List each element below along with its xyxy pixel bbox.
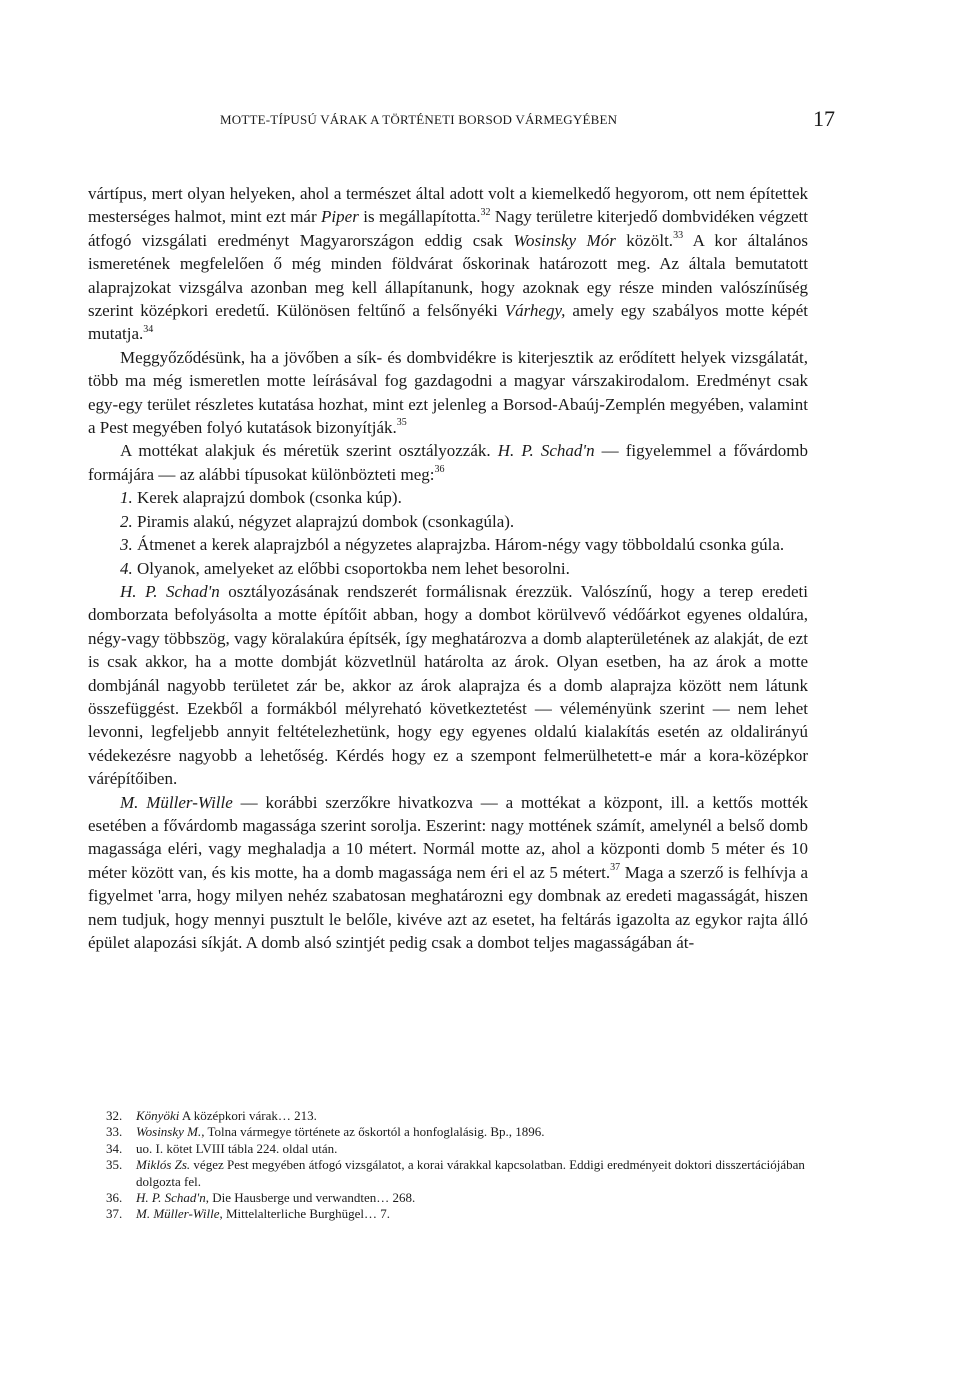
- text-run: — figyelemmel a fővárdomb formájára — az alábbi típusokat különbözteti meg:: [88, 441, 808, 484]
- footnote-number: 35.: [106, 1157, 123, 1173]
- footnote-text: végez Pest megyében átfogó vizsgálatot, a korai várakkal kapcsolatban. Eddigi eredményeit doktori disszertációjában dolgozta fel.: [136, 1157, 805, 1189]
- list-number: 4.: [120, 558, 133, 578]
- text-run: A kor általános ismeretének megfelelően ő még minden földvárat őskorinak határozott meg. Az általa bemutatott alaprajzokat vizsgálva azonban meg kell állapítanunk, hogy azoknak egy része minden valószínűség szerint középkori eredetű. Különösen feltűnő a felsőnyéki: [88, 230, 808, 321]
- footnote-text: A középkori várak… 213.: [179, 1108, 317, 1123]
- footnotes: [88, 1108, 808, 1223]
- list-number: 1.: [120, 488, 133, 508]
- footnote: [88, 1157, 808, 1190]
- paragraph-4: [88, 580, 808, 791]
- text-run: vártípus, mert olyan helyeken, ahol a természet által adott volt a kiemelkedő hegyorom, ott nem építettek mesterséges halmot, mint ezt már: [88, 184, 808, 227]
- text-run: közölt.: [615, 230, 674, 250]
- list-item: [88, 486, 808, 509]
- list-item: [88, 533, 808, 556]
- paragraph-1: [88, 182, 808, 346]
- author-name: H. P. Schad'n: [120, 581, 220, 601]
- text-run: Nagy területre kiterjedő dombvidéken végzett átfogó vizsgálati eredményt Magyarországon eddig csak: [88, 207, 809, 250]
- footnote-author: Wosinsky M.: [136, 1124, 202, 1140]
- list-text: Piramis alakú, négyzet alaprajzú dombok (csonkagúla).: [132, 511, 515, 531]
- text-run: A mottékat alakjuk és méretük szerint osztályozzák.: [120, 441, 498, 461]
- footnote-number: 37.: [106, 1206, 123, 1222]
- author-name: H. P. Schad'n: [497, 441, 595, 461]
- paragraph-2: [88, 346, 808, 440]
- footnote-ref: 36: [434, 464, 445, 476]
- text-run: Maga a szerző is felhívja a figyelmet 'arra, hogy milyen nehéz szabatosan meghatározni egy dombnak az eredeti magasságát, hiszen nem tudjuk, hogy mennyi pusztult le belőle, kivéve azt az esetet, ha feltárás igazolta az egykor rajta álló épület alapozási síkját. A domb alsó szintjét pedig csak a dombot teljes magasságában át-: [88, 862, 808, 952]
- footnote-number: 33.: [106, 1124, 123, 1140]
- list-item: [88, 510, 808, 533]
- list-item: [88, 557, 808, 580]
- footnote-text: uo. I. kötet LVIII tábla 224. oldal után.: [136, 1140, 338, 1156]
- paragraph-5: [88, 791, 808, 955]
- list-text: Kerek alaprajzú dombok (csonka kúp).: [132, 488, 402, 508]
- footnote-author: Könyöki: [136, 1108, 180, 1123]
- footnote: [88, 1190, 808, 1206]
- page-number: 17: [813, 106, 835, 131]
- text-run: Meggyőződésünk, ha a jövőben a sík- és dombvidékre is kiterjesztik az erődített helyek vizsgálatát, több ma még ismeretlen motte leírásával fog gazdagodni a magyar várszakirodalom. Eredményt csak egy-egy terület részletes kutatása hozhat, mint ezt jelenleg a Borsod-Abaúj-Zemplén megyében, valamint a Pest megyében folyó kutatások bizonyítják.: [88, 347, 808, 438]
- footnote: [88, 1124, 808, 1140]
- footnote-number: 36.: [106, 1190, 123, 1206]
- footnote: [88, 1141, 808, 1157]
- footnote-author: M. Müller-Wille: [136, 1206, 220, 1222]
- text-run: amely egy szabályos motte képét mutatja.: [88, 301, 809, 344]
- footnote: [88, 1206, 808, 1222]
- footnote-author: H. P. Schad'n: [136, 1190, 206, 1206]
- place-name: Várhegy,: [504, 301, 566, 321]
- footnote-ref: 37: [610, 862, 621, 874]
- author-name: M. Müller-Wille: [120, 792, 233, 812]
- footnote-text: , Mittelalterliche Burghügel… 7.: [219, 1206, 391, 1222]
- author-name: Wosinsky Mór: [513, 230, 616, 250]
- footnote-ref: 33: [673, 230, 684, 242]
- footnote-text: , Tolna vármegye története az őskortól a honfoglalásig. Bp., 1896.: [201, 1124, 545, 1140]
- main-text: [88, 182, 808, 954]
- footnote-number: 32.: [106, 1108, 123, 1123]
- paragraph-3: [88, 439, 808, 486]
- list-number: 2.: [120, 511, 133, 531]
- footnote-text: , Die Hausberge und verwandten… 268.: [205, 1190, 416, 1206]
- footnote-ref: 34: [143, 323, 154, 335]
- footnote-number: 34.: [106, 1140, 123, 1156]
- footnote-ref: 35: [396, 417, 407, 429]
- text-run: — korábbi szerzőkre hivatkozva — a mottékat a központ, ill. a kettős motték esetében a fővárdomb magassága szerint sorolja. Eszerint: nagy mottének számít, amelynél a belső domb magassága eléri, vagy meghaladja a 10 métert. Normál motte az, ahol a központi domb 5 méter és 10 méter között van, és kis motte, ha a domb magassága nem éri el az 5 métert.: [88, 792, 808, 882]
- footnote-author: Miklós Zs.: [136, 1157, 191, 1173]
- author-name: Piper: [321, 207, 359, 227]
- list-number: 3.: [120, 535, 133, 555]
- running-head: MOTTE-TÍPUSÚ VÁRAK A TÖRTÉNETI BORSOD VÁRMEGYÉBEN: [220, 112, 618, 127]
- list-text: Olyanok, amelyeket az előbbi csoportokba nem lehet besorolni.: [132, 558, 570, 578]
- footnote: [88, 1108, 808, 1124]
- text-run: osztályozásának rendszerét formálisnak érezzük. Valószínű, hogy a terep eredeti domborzata befolyásolta a motte építőit abban, hogy a dombot körülvevő védőárkot egyenes oldalúra, négy-vagy többszög, vagy köralakúra építsék, így meghatározva a domb alapterületének az alakját, de ezt is csak akkor, ha a motte dombját közvetlnül határolta az árok. Olyan esetben, ha az árok a motte dombjánál nagyobb területet zár be, akkor az árok alaprajza és a domb alaprajza között nem látunk összefüggést. Ezekből a formákból mélyreható következtetést — véleményünk szerint — nem lehet levonni, legfeljebb annyit feltételezhetünk, hogy egy egyenes oldalú kialakítás esetén az oldalirányú védekezésre nagyobb a lehetőség. Kérdés hogy ez a szempont felmerülhetett-e már a kora-középkor várépítőiben.: [88, 581, 808, 789]
- footnote-ref: 32: [480, 206, 491, 218]
- text-run: is megállapította.: [358, 207, 481, 227]
- list-text: Átmenet a kerek alaprajzból a négyzetes alaprajzba. Három-négy vagy többoldalú csonka gúla.: [132, 535, 785, 555]
